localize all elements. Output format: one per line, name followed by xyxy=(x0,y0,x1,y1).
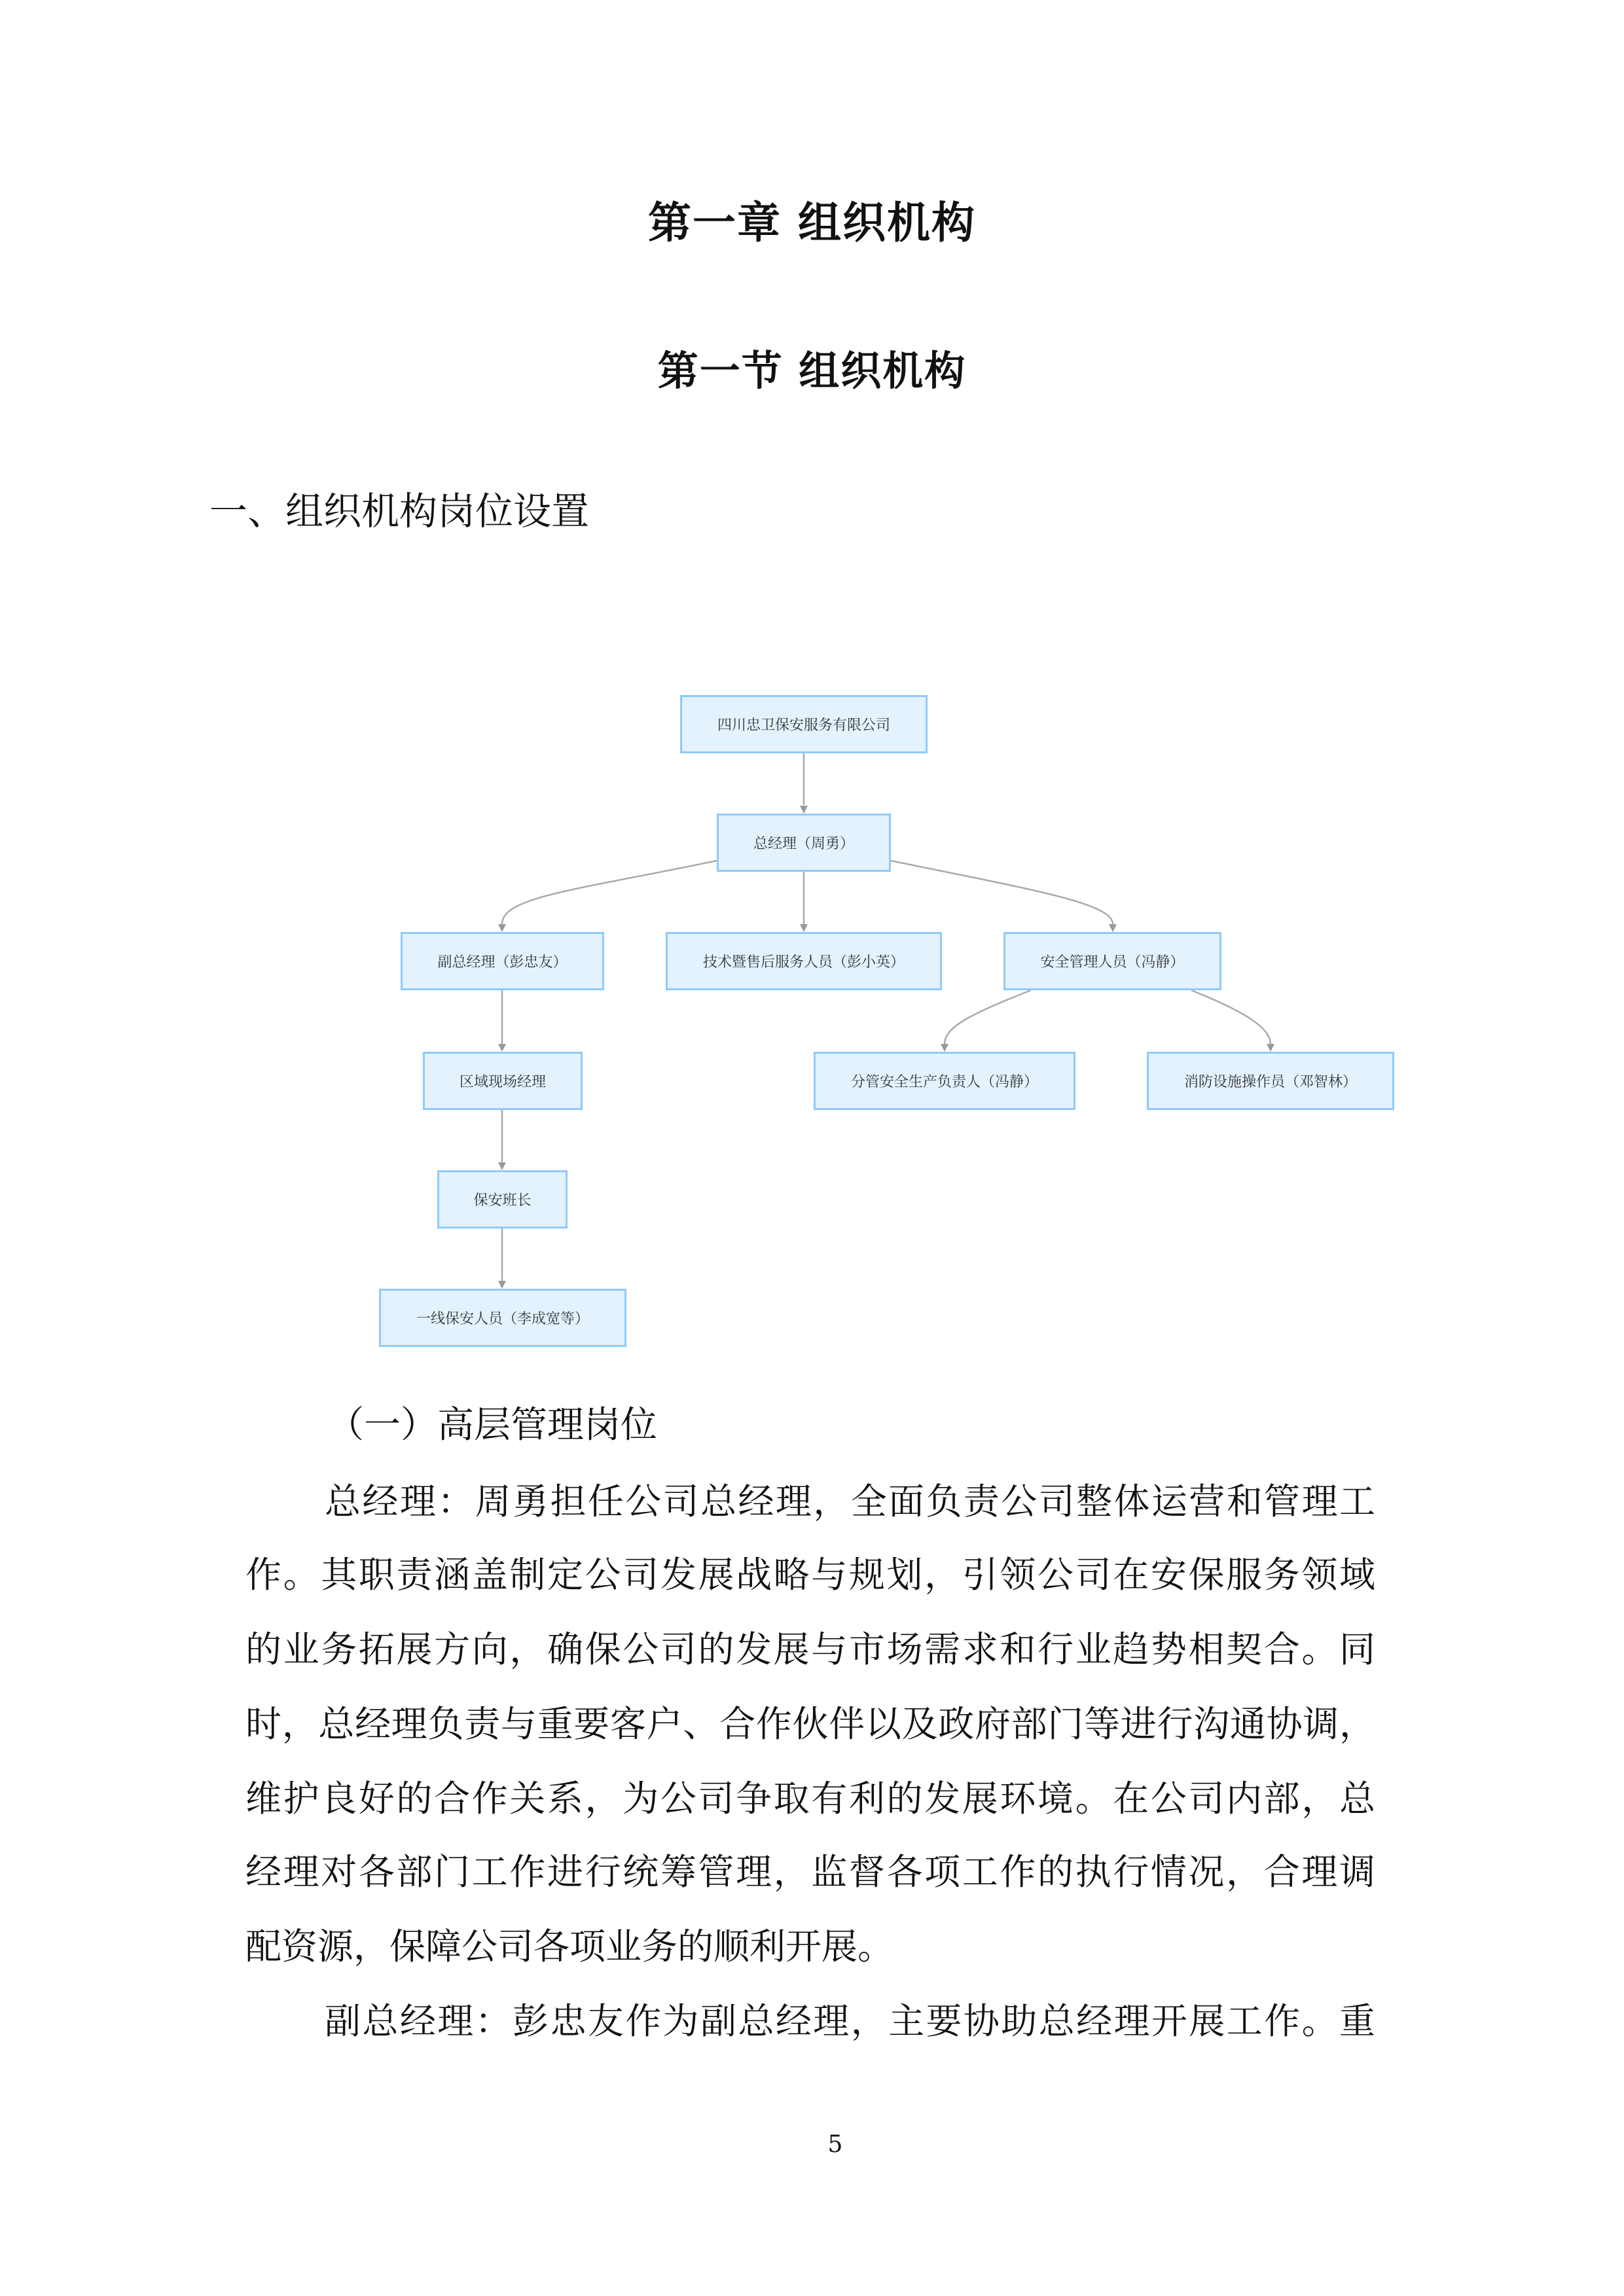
paragraph-line: 维护良好的合作关系，为公司争取有利的发展环境。在公司内部，总 xyxy=(245,1778,1375,1820)
chapter-title: 第一章 组织机构 xyxy=(648,198,976,248)
arrow-head xyxy=(498,1281,506,1289)
edge-gm-vp xyxy=(502,861,717,924)
org-node-fire-operator: 消防设施操作员（邓智林） xyxy=(1147,1052,1394,1110)
arrow-head xyxy=(941,1044,948,1052)
page-number: 5 xyxy=(827,2131,843,2158)
senior-management-heading: （一）高层管理岗位 xyxy=(327,1404,657,1446)
org-node-safety-manager: 安全管理人员（冯静） xyxy=(1003,932,1221,990)
edge-safety-lead xyxy=(945,990,1031,1044)
paragraph-line: 作。其职责涵盖制定公司发展战略与规划，引领公司在安保服务领域 xyxy=(245,1554,1375,1596)
paragraph-line: 时，总经理负责与重要客户、合作伙伴以及政府部门等进行沟通协调， xyxy=(245,1703,1375,1745)
org-node-safety-lead: 分管安全生产负责人（冯静） xyxy=(814,1052,1075,1110)
org-node-squad-leader: 保安班长 xyxy=(437,1170,568,1229)
arrow-head xyxy=(800,924,808,932)
arrow-head xyxy=(1109,924,1117,932)
org-node-general-manager: 总经理（周勇） xyxy=(717,814,891,872)
org-node-company: 四川忠卫保安服务有限公司 xyxy=(680,695,928,753)
arrow-head xyxy=(800,806,808,814)
edge-safety-fire xyxy=(1191,990,1271,1044)
paragraph-line: 总经理：周勇担任公司总经理，全面负责公司整体运营和管理工 xyxy=(325,1480,1375,1522)
org-node-front-line-guards: 一线保安人员（李成宽等） xyxy=(379,1289,626,1347)
org-node-tech-service: 技术暨售后服务人员（彭小英） xyxy=(666,932,942,990)
paragraph-line: 配资源，保障公司各项业务的顺利开展。 xyxy=(245,1926,894,1967)
org-node-area-manager: 区域现场经理 xyxy=(423,1052,583,1110)
paragraph-line: 的业务拓展方向，确保公司的发展与市场需求和行业趋势相契合。同 xyxy=(245,1628,1375,1670)
edge-gm-safety xyxy=(891,861,1113,924)
paragraph-line: 经理对各部门工作进行统筹管理，监督各项工作的执行情况，合理调 xyxy=(245,1851,1375,1893)
arrow-head xyxy=(498,1162,506,1170)
paragraph-line: 副总经理：彭忠友作为副总经理，主要协助总经理开展工作。重 xyxy=(325,2000,1375,2042)
org-node-deputy-manager: 副总经理（彭忠友） xyxy=(401,932,604,990)
arrow-head xyxy=(1267,1044,1274,1052)
subsection-title: 一、组织机构岗位设置 xyxy=(209,489,590,533)
section-title: 第一节 组织机构 xyxy=(657,347,967,395)
arrow-head xyxy=(498,1044,506,1052)
arrow-head xyxy=(498,924,506,932)
